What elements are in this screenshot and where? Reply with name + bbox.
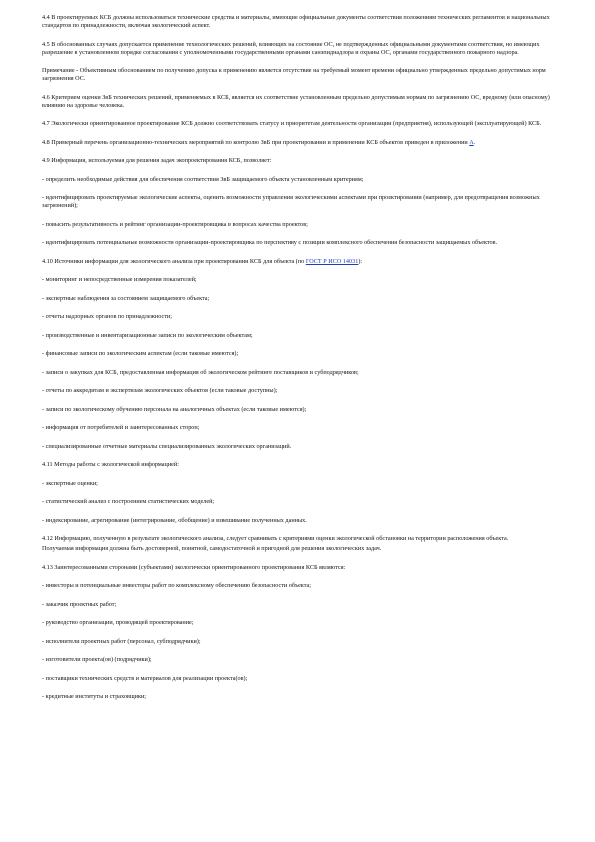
paragraph [42, 221, 554, 229]
paragraph-text: - руководство организации, проводящей проектирование; [42, 619, 194, 626]
paragraph [42, 295, 554, 303]
paragraph [42, 480, 554, 488]
paragraph [42, 461, 554, 469]
paragraph [42, 94, 554, 110]
paragraph [42, 498, 554, 506]
paragraph-text: 4.6 Критерием оценки ЗвБ технических решений, применяемых в КСБ, является их соответствие установленным предельно допустимым нормам по загрязнению ОС, вредному (или опасному) влиянию на здоровье человека. [42, 93, 550, 109]
paragraph-text: - идентифицировать проектируемые экологические аспекты, оценить возможности управления экологическими аспектами при проектировании (например, для предотвращения возможных загрязнений); [42, 194, 540, 209]
paragraph [42, 157, 554, 165]
paragraph-text: - индексирование, агрегирование (интегрирование, обобщение) и взвешивание полученных данных. [42, 516, 307, 524]
paragraph [42, 369, 554, 377]
paragraph-text: - поставщики технических средств и материалов для реализации проекта(ов); [42, 674, 248, 682]
paragraph-text: 4.8 Примерный перечень организационно-технических мероприятий по контролю ЗвБ при проектировании и применении КСБ объектов приведен в приложении [42, 138, 470, 146]
paragraph-text: - статистический анализ с построением статистических моделей; [42, 498, 215, 505]
paragraph [42, 638, 554, 646]
paragraph-text: - исполнители проектных работ (персонал, субподрядчики); [42, 637, 201, 645]
paragraph [42, 194, 554, 210]
paragraph-text: - записи о закупках для КСБ, предоставленная информация об экологическом рейтинге поставщиков и субподрядчиков; [42, 368, 359, 376]
paragraph [42, 443, 554, 451]
paragraph-text: - заказчик проектных работ; [42, 600, 117, 608]
paragraph-text: 4.13 Заинтересованными сторонами (субъектами) экологически ориентированного проектирования КСБ являются: [42, 563, 346, 571]
paragraph [42, 693, 554, 701]
paragraph [42, 387, 554, 395]
paragraph-text: - экспертные оценки; [42, 479, 98, 487]
paragraph-text: 4.10 Источники информации для экологического анализа при проектировании КСБ для объекта (по [42, 257, 306, 265]
paragraph [42, 564, 554, 572]
paragraph-text: 4.9 Информация, используемая для решения задач экопроектирования КСБ, позволяет: [42, 157, 272, 164]
paragraph [42, 601, 554, 609]
paragraph [42, 41, 554, 57]
paragraph [42, 276, 554, 284]
paragraph-text: 4.5 В обоснованных случаях допускается применение технологических решений, влияющих на состояние ОС, не подтвержденных официальными документами соответствия, но имеющих разрешение в установленном порядке согласования с уполномоченными государственными органами санэпиднадзора и охраны ОС, органами государственного пожарного надзора. [42, 40, 540, 56]
paragraph [42, 545, 554, 553]
paragraph-text: - повысить результативность и рейтинг организации-проектировщика в вопросах качества проектов; [42, 220, 308, 228]
paragraph [42, 239, 554, 247]
paragraph-text: Получаемая информация должна быть достоверной, понятной, самодостаточной и пригодной для решения экологических задач. [42, 545, 382, 552]
paragraph [42, 258, 554, 266]
paragraph-text: - информация от потребителей и заинтересованных сторон; [42, 424, 200, 431]
paragraph-text: 4.7 Экологически ориентированное проектирование КСБ должно соответствовать статусу и приоритетам деятельности организации (предприятия), использующей (эксплуатирующей) КСБ. [42, 120, 542, 127]
paragraph [42, 350, 554, 358]
paragraph [42, 517, 554, 525]
paragraph [42, 406, 554, 414]
paragraph-text: - экспертные наблюдения за состоянием защищаемого объекта; [42, 294, 210, 302]
document-body [42, 14, 554, 712]
paragraph-text: - специализированные отчетные материалы специализированных экологических организаций. [42, 442, 292, 450]
paragraph-text: 4.4 В проектируемых КСБ должны использоваться технические средства и материалы, имеющие официальные документы соответствия положениям технических регламентов и национальных стандартов по принадлежности, включая экологический аспект. [42, 14, 550, 29]
paragraph [42, 14, 554, 30]
paragraph-text: - отчеты по аккредитам и экспертизам экологических объектов (если таковые доступны); [42, 387, 278, 394]
paragraph [42, 424, 554, 432]
paragraph-text: - определить необходимые действия для обеспечения соответствия ЗвБ защищаемого объекта установленным критериям; [42, 175, 364, 183]
paragraph [42, 67, 554, 83]
paragraph [42, 656, 554, 664]
paragraph [42, 313, 554, 321]
paragraph [42, 675, 554, 683]
paragraph-text: 4.11 Методы работы с экологической информацией: [42, 461, 179, 468]
paragraph-text: - инвесторы и потенциальные инвесторы работ по комплексному обеспечению безопасности объекта; [42, 582, 311, 589]
paragraph [42, 535, 554, 543]
paragraph-text: - идентифицировать потенциальные возможности организации-проектировщика по перспективу с позиции комплексного обеспечения безопасности защищаемых объектов. [42, 239, 498, 246]
paragraph [42, 619, 554, 627]
paragraph [42, 139, 554, 147]
paragraph-text: - отчеты надзорных органов по принадлежности; [42, 313, 172, 320]
paragraph-tail: . [473, 138, 476, 146]
reference-link[interactable]: А [469, 138, 474, 146]
paragraph [42, 176, 554, 184]
paragraph-text: - мониторинг и непосредственные измерения показателей; [42, 276, 197, 283]
paragraph [42, 582, 554, 590]
paragraph [42, 332, 554, 340]
paragraph-text: Примечание - Объективным обоснованием по получению допуска к применению является отсутствие на требуемый момент времени официально утвержденных предельно допустимых норм загрязнения ОС. [42, 67, 546, 82]
paragraph-text: - записи по экологическому обучению персонала на аналогичных объектах (если таковые имеются); [42, 405, 307, 413]
paragraph [42, 120, 554, 128]
paragraph-text: - кредитные институты и страховщики; [42, 693, 147, 700]
paragraph-tail: ): [358, 257, 363, 265]
paragraph-text: - производственные и инвентаризационные записи по экологическим объектам; [42, 331, 253, 339]
reference-link[interactable]: ГОСТ Р ИСО 14031 [305, 257, 359, 265]
paragraph-text: 4.12 Информацию, полученную в результате экологического анализа, следует сравнивать с критериями оценки экологической обстановки на территории расположения объекта. [42, 535, 509, 542]
paragraph-text: - изготовители проекта(ов) (подрядчики); [42, 656, 152, 663]
paragraph-text: - финансовые записи по экологическим аспектам (если таковые имеются); [42, 350, 239, 357]
